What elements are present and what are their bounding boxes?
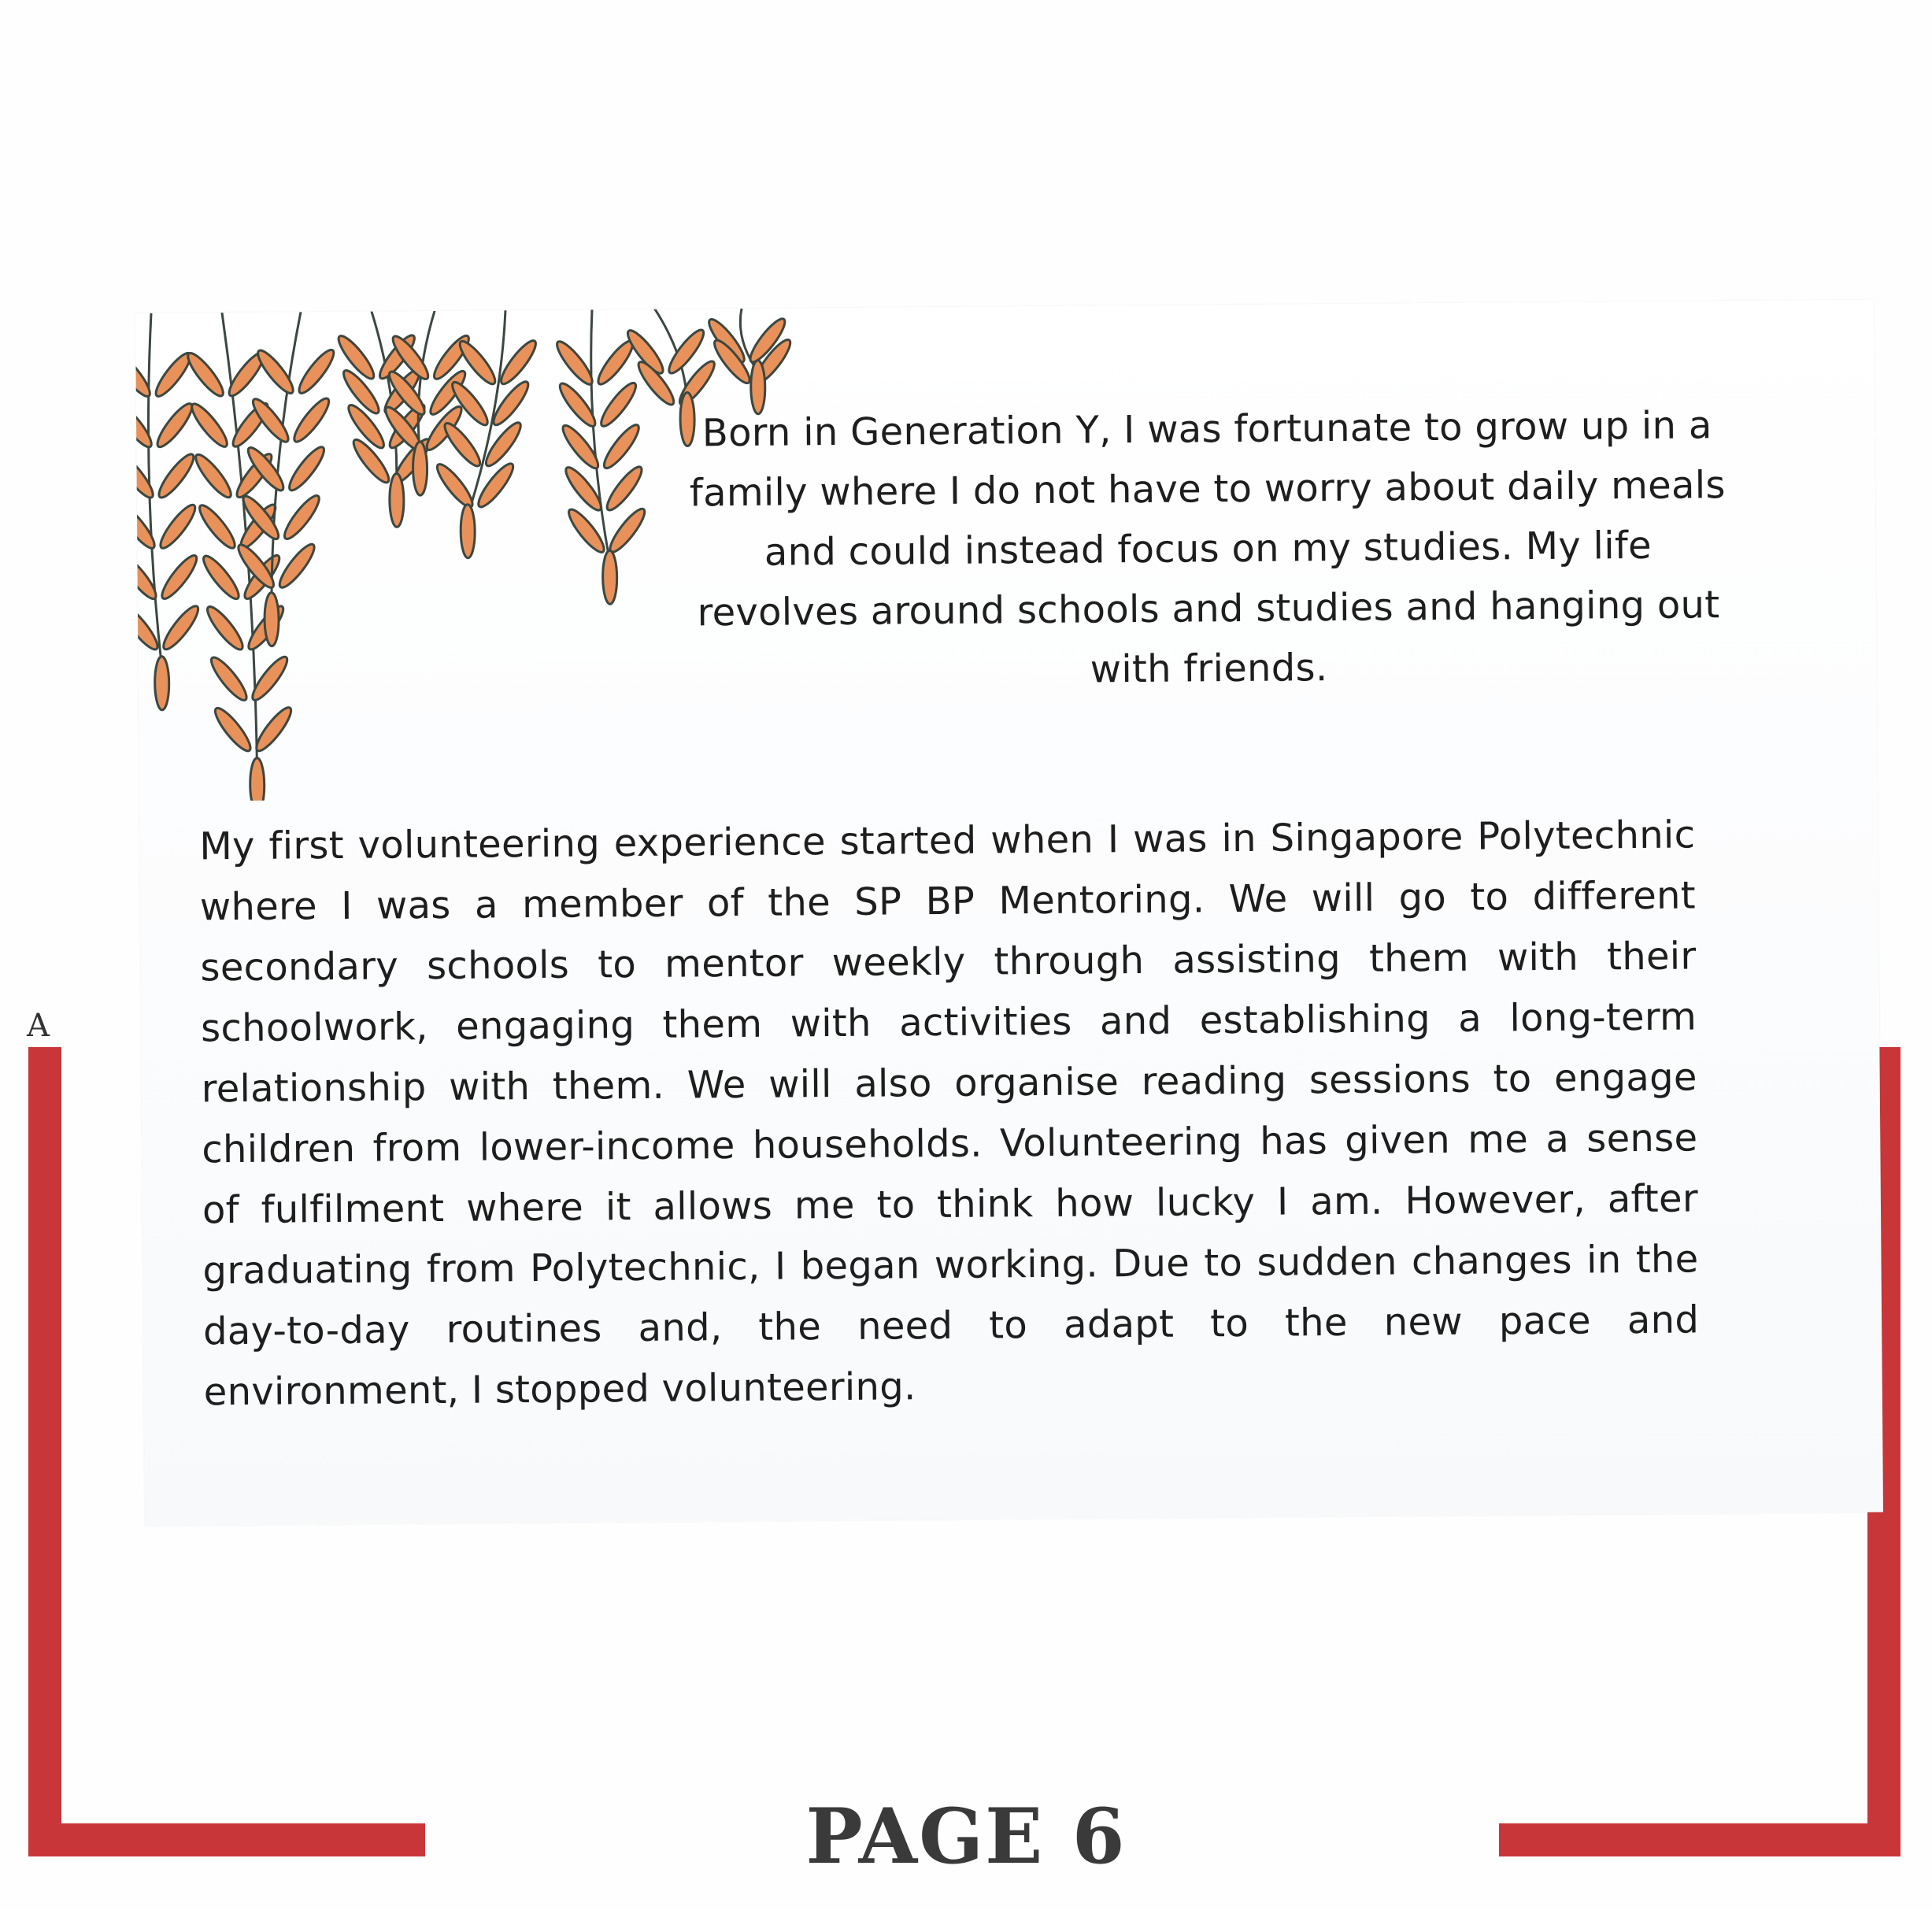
story-paragraph: My first volunteering experience started when I was in Singapore Polytechnic where I was a member of the SP BP Mentoring. We will go to different secondary schools to mentor weekly through assisting them with their schoolwork, engaging them with activities and establishing a long-term relationship with them. We will also organise reading sessions to engage children from lower-income households. Volunteering has given me a sense of fulfilment where it allows me to think how lucky I am. However, after graduating from Polytechnic, I began working. Due to sudden changes in the day-to-day routines and, the need to adapt to the new pace and environment, I stopped volunteering. <box>199 812 1700 1415</box>
leaf-shape <box>154 450 198 502</box>
leaf-shape <box>154 657 169 710</box>
leaf-shape <box>280 492 324 543</box>
leaf-shape <box>440 420 484 470</box>
stray-text-fragment: A <box>27 1008 50 1044</box>
vine-stem <box>590 309 609 561</box>
leaf-shape <box>275 540 319 591</box>
leaf-shape <box>159 602 203 653</box>
leaf-shape <box>605 505 650 556</box>
intro-paragraph: Born in Generation Y, I was fortunate to grow up in a family where I do not have to worry about daily meals and could instead focus on my studies. My life revolves around schools and studies and hanging out with friends. <box>689 403 1726 692</box>
leaf-shape <box>558 421 602 472</box>
leaf-shape <box>433 461 477 511</box>
leaf-shape <box>597 379 641 430</box>
leaf-shape <box>211 704 255 754</box>
leaf-shape <box>599 421 643 472</box>
leaf-shape <box>153 400 197 451</box>
leaf-shape <box>252 704 296 755</box>
leaf-shape <box>290 394 334 446</box>
leaf-shape <box>187 400 231 450</box>
leaf-shape <box>285 443 329 494</box>
leaf-shape <box>390 473 405 527</box>
leaf-shape <box>135 400 156 450</box>
leaf-shape <box>203 603 247 653</box>
leaf-shape <box>135 350 154 400</box>
leaf-shape <box>191 450 235 501</box>
leaf-shape <box>135 552 161 602</box>
leaf-shape <box>207 653 251 704</box>
leaf-shape <box>195 502 239 552</box>
leaf-shape <box>199 552 243 602</box>
leaf-shape <box>602 463 646 514</box>
pasted-paper <box>135 300 1883 1526</box>
leaf-shape <box>156 501 200 552</box>
red-frame-left-bar <box>28 1047 61 1856</box>
leaf-shape <box>135 451 157 502</box>
leaf-shape <box>135 502 159 552</box>
leaf-shape <box>461 505 476 558</box>
leaf-shape <box>265 593 279 646</box>
page-number-label: PAGE 6 <box>805 1792 1127 1881</box>
leaf-shape <box>602 550 617 604</box>
leaf-shape <box>413 442 427 495</box>
leaf-shape <box>250 758 265 801</box>
leaf-shape <box>294 346 339 397</box>
leaf-shape <box>183 350 228 400</box>
leaf-shape <box>157 552 202 603</box>
